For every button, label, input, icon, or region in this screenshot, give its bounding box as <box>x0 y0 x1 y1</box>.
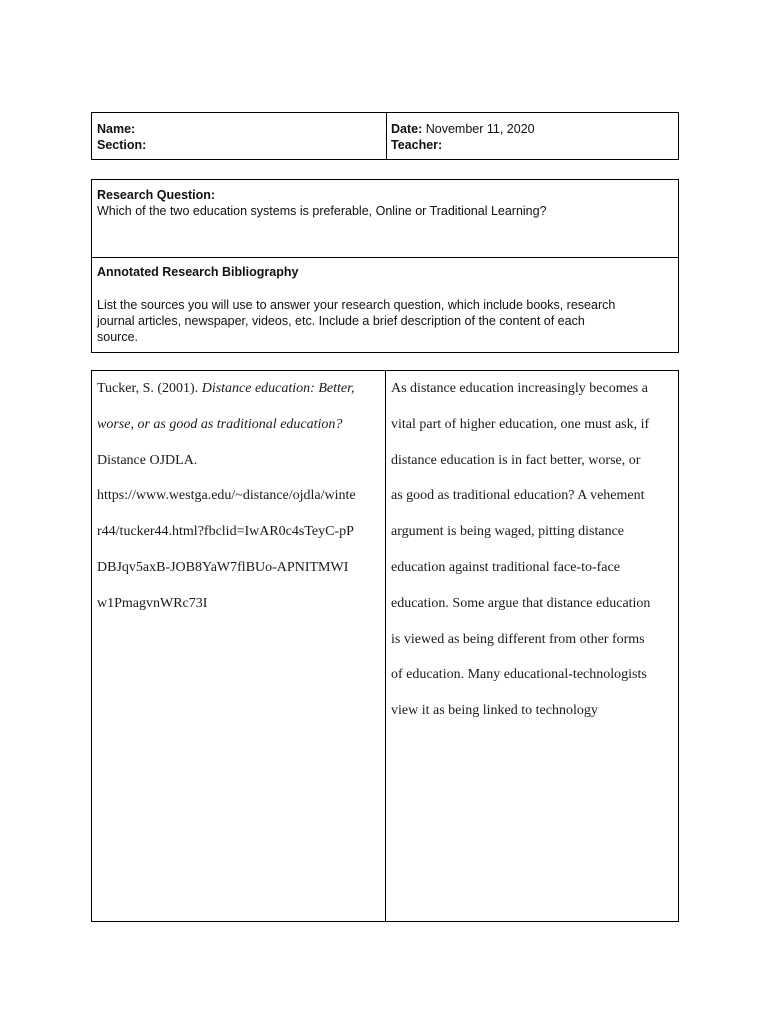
teacher-label: Teacher: <box>391 138 443 152</box>
annotation-line: is viewed as being different from other forms <box>391 631 645 647</box>
research-question-text: Which of the two education systems is preferable, Online or Traditional Learning? <box>97 204 547 218</box>
annotation-line: as good as traditional education? A vehement <box>391 488 645 504</box>
annotation-line: vital part of higher education, one must ask, if <box>391 416 650 432</box>
annotation-cell <box>391 371 673 729</box>
citation-url-line[interactable]: https://www.westga.edu/~distance/ojdla/winte <box>97 488 356 504</box>
citation-cell <box>97 371 380 622</box>
annotation-line: education against traditional face-to-face <box>391 559 620 575</box>
citation-publisher: Distance OJDLA. <box>97 452 198 468</box>
annotation-line: As distance education increasingly becomes a <box>391 381 648 396</box>
bibliography-entry-table <box>91 370 679 922</box>
date-value: November 11, 2020 <box>422 122 535 136</box>
citation-url-line[interactable]: DBJqv5axB-JOB8YaW7flBUo-APNITMWI <box>97 559 349 575</box>
column-divider <box>385 371 386 921</box>
date-row <box>391 121 535 137</box>
bibliography-section <box>97 264 670 345</box>
research-question-table <box>91 179 679 353</box>
bibliography-heading: Annotated Research Bibliography <box>97 265 299 279</box>
citation-url-line[interactable]: r44/tucker44.html?fbclid=IwAR0c4sTeyC-pP <box>97 524 354 540</box>
bibliography-instructions <box>97 297 670 345</box>
instructions-line: List the sources you will use to answer your research question, which include books, research <box>97 298 616 312</box>
row-divider <box>92 257 678 258</box>
instructions-line: journal articles, newspaper, videos, etc. Include a brief description of the content of each <box>97 314 585 328</box>
section-label: Section: <box>97 138 147 152</box>
citation-title: Distance education: Better, <box>201 381 355 396</box>
annotation-line: distance education is in fact better, worse, or <box>391 452 641 468</box>
research-question-heading: Research Question: <box>97 188 216 202</box>
student-info-table <box>91 112 679 160</box>
annotation-line: argument is being waged, pitting distance <box>391 524 625 540</box>
research-question-section <box>97 187 670 219</box>
column-divider <box>386 113 387 159</box>
annotation-line: view it as being linked to technology <box>391 703 598 719</box>
citation-line <box>97 371 380 407</box>
name-label: Name: <box>97 122 136 136</box>
citation-author-year: Tucker, S. (2001). <box>97 381 202 396</box>
annotation-line: of education. Many educational-technologists <box>391 667 647 683</box>
citation-title-continued: worse, or as good as traditional education? <box>97 416 343 432</box>
date-label: Date: <box>391 122 423 136</box>
name-section-cell <box>97 121 146 153</box>
date-teacher-cell <box>391 121 535 153</box>
annotation-line: education. Some argue that distance education <box>391 595 651 611</box>
citation-url-line[interactable]: w1PmagvnWRc73I <box>97 595 208 611</box>
instructions-line: source. <box>97 330 138 344</box>
